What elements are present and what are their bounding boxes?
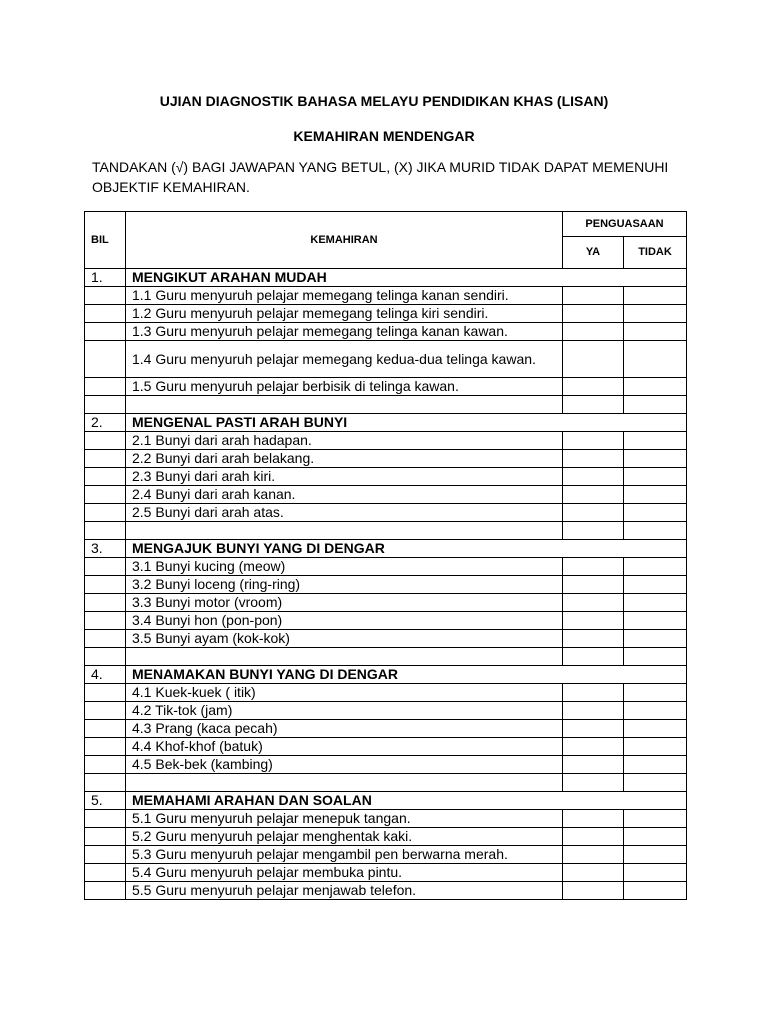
tidak-checkbox-cell[interactable] (624, 738, 687, 756)
table-row (85, 612, 687, 630)
table-row (85, 630, 687, 648)
ya-checkbox-cell[interactable] (563, 468, 624, 486)
section-row (85, 414, 687, 432)
tidak-checkbox-cell[interactable] (624, 810, 687, 828)
table-row (85, 323, 687, 341)
bil-cell (85, 846, 126, 864)
bil-cell (85, 486, 126, 504)
tidak-checkbox-cell[interactable] (624, 846, 687, 864)
tidak-checkbox-cell[interactable] (624, 450, 687, 468)
tidak-checkbox-cell[interactable] (624, 684, 687, 702)
bil-cell (85, 720, 126, 738)
bil-cell (85, 630, 126, 648)
skill-item: 4.3 Prang (kaca pecah) (126, 720, 563, 738)
skill-item: 1.3 Guru menyuruh pelajar memegang telinga kanan kawan. (126, 323, 563, 341)
bil-cell (85, 756, 126, 774)
ya-checkbox-cell[interactable] (563, 378, 624, 396)
ya-checkbox-cell[interactable] (563, 756, 624, 774)
skill-item: 4.1 Kuek-kuek ( itik) (126, 684, 563, 702)
bil-cell (85, 702, 126, 720)
table-row (85, 378, 687, 396)
skill-item: 5.4 Guru menyuruh pelajar membuka pintu. (126, 864, 563, 882)
skill-item: 4.5 Bek-bek (kambing) (126, 756, 563, 774)
table-row (85, 576, 687, 594)
section-heading: MENGIKUT ARAHAN MUDAH (126, 269, 687, 287)
tidak-checkbox-cell[interactable] (624, 504, 687, 522)
table-row (85, 432, 687, 450)
bil-cell (85, 468, 126, 486)
table-row (85, 341, 687, 378)
skill-item: 2.3 Bunyi dari arah kiri. (126, 468, 563, 486)
skill-item: 1.2 Guru menyuruh pelajar memegang telinga kiri sendiri. (126, 305, 563, 323)
table-row (85, 702, 687, 720)
section-number: 1. (85, 269, 126, 287)
section-heading: MEMAHAMI ARAHAN DAN SOALAN (126, 792, 687, 810)
header-bil: BIL (85, 212, 126, 269)
tidak-checkbox-cell[interactable] (624, 612, 687, 630)
bil-cell (85, 305, 126, 323)
bil-cell (85, 828, 126, 846)
ya-checkbox-cell[interactable] (563, 738, 624, 756)
bil-cell (85, 810, 126, 828)
skill-item: 4.2 Tik-tok (jam) (126, 702, 563, 720)
skill-item: 5.1 Guru menyuruh pelajar menepuk tangan. (126, 810, 563, 828)
skill-item: 2.1 Bunyi dari arah hadapan. (126, 432, 563, 450)
header-ya: YA (563, 237, 624, 269)
bil-cell (85, 323, 126, 341)
skill-item: 4.4 Khof-khof (batuk) (126, 738, 563, 756)
table-body (85, 269, 687, 900)
table-row (85, 864, 687, 882)
skill-item: 1.5 Guru menyuruh pelajar berbisik di telinga kawan. (126, 378, 563, 396)
bil-cell (85, 612, 126, 630)
bil-cell (85, 558, 126, 576)
table-row (85, 287, 687, 305)
header-tidak: TIDAK (624, 237, 687, 269)
tidak-checkbox-cell[interactable] (624, 287, 687, 305)
ya-checkbox-cell[interactable] (563, 341, 624, 378)
tidak-checkbox-cell[interactable] (624, 720, 687, 738)
skill-item: 5.5 Guru menyuruh pelajar menjawab telefon. (126, 882, 563, 900)
ya-checkbox-cell[interactable] (563, 612, 624, 630)
skill-item: 2.4 Bunyi dari arah kanan. (126, 486, 563, 504)
section-heading: MENGENAL PASTI ARAH BUNYI (126, 414, 687, 432)
ya-checkbox-cell[interactable] (563, 720, 624, 738)
section-number: 3. (85, 540, 126, 558)
document-title: UJIAN DIAGNOSTIK BAHASA MELAYU PENDIDIKAN KHAS (LISAN) (159, 93, 609, 109)
ya-checkbox-cell[interactable] (563, 864, 624, 882)
section-number: 4. (85, 666, 126, 684)
section-heading: MENGAJUK BUNYI YANG DI DENGAR (126, 540, 687, 558)
ya-checkbox-cell[interactable] (563, 594, 624, 612)
ya-checkbox-cell[interactable] (563, 882, 624, 900)
skill-item: 1.1 Guru menyuruh pelajar memegang telinga kanan sendiri. (126, 287, 563, 305)
skill-item: 3.3 Bunyi motor (vroom) (126, 594, 563, 612)
spacer-row (85, 648, 687, 666)
bil-cell (85, 864, 126, 882)
tidak-checkbox-cell[interactable] (624, 864, 687, 882)
bil-cell (85, 504, 126, 522)
tidak-checkbox-cell[interactable] (624, 486, 687, 504)
section-number: 2. (85, 414, 126, 432)
bil-cell (85, 287, 126, 305)
tidak-checkbox-cell[interactable] (624, 305, 687, 323)
tidak-checkbox-cell[interactable] (624, 828, 687, 846)
skill-item: 2.2 Bunyi dari arah belakang. (126, 450, 563, 468)
tidak-checkbox-cell[interactable] (624, 468, 687, 486)
ya-checkbox-cell[interactable] (563, 558, 624, 576)
ya-checkbox-cell[interactable] (563, 576, 624, 594)
document-subtitle: KEMAHIRAN MENDENGAR (293, 128, 475, 144)
spacer-row (85, 522, 687, 540)
tidak-checkbox-cell[interactable] (624, 341, 687, 378)
ya-checkbox-cell[interactable] (563, 287, 624, 305)
skill-item: 3.4 Bunyi hon (pon-pon) (126, 612, 563, 630)
tidak-checkbox-cell[interactable] (624, 378, 687, 396)
skill-item: 5.3 Guru menyuruh pelajar mengambil pen berwarna merah. (126, 846, 563, 864)
table-row (85, 684, 687, 702)
table-row (85, 468, 687, 486)
tidak-checkbox-cell[interactable] (624, 576, 687, 594)
skills-checklist-table (84, 211, 687, 900)
bil-cell (85, 378, 126, 396)
ya-checkbox-cell[interactable] (563, 504, 624, 522)
skill-item: 1.4 Guru menyuruh pelajar memegang kedua-dua telinga kawan. (126, 341, 563, 378)
table-row (85, 558, 687, 576)
section-row (85, 666, 687, 684)
header-penguasaan: PENGUASAAN (563, 212, 687, 237)
tidak-checkbox-cell[interactable] (624, 558, 687, 576)
table-row (85, 486, 687, 504)
tidak-checkbox-cell[interactable] (624, 432, 687, 450)
ya-checkbox-cell[interactable] (563, 828, 624, 846)
table-row (85, 756, 687, 774)
ya-checkbox-cell[interactable] (563, 684, 624, 702)
bil-cell (85, 432, 126, 450)
section-row (85, 792, 687, 810)
tidak-checkbox-cell[interactable] (624, 756, 687, 774)
table-row (85, 828, 687, 846)
table-row (85, 882, 687, 900)
section-row (85, 540, 687, 558)
skill-item: 3.2 Bunyi loceng (ring-ring) (126, 576, 563, 594)
instruction-line-2: OBJEKTIF KEMAHIRAN. (92, 179, 250, 195)
bil-cell (85, 882, 126, 900)
table-row (85, 594, 687, 612)
bil-cell (85, 576, 126, 594)
section-number: 5. (85, 792, 126, 810)
table-row (85, 305, 687, 323)
ya-checkbox-cell[interactable] (563, 810, 624, 828)
header-kemahiran: KEMAHIRAN (126, 212, 563, 269)
spacer-row (85, 396, 687, 414)
skill-item: 2.5 Bunyi dari arah atas. (126, 504, 563, 522)
bil-cell (85, 450, 126, 468)
bil-cell (85, 684, 126, 702)
table-row (85, 450, 687, 468)
skill-item: 3.1 Bunyi kucing (meow) (126, 558, 563, 576)
bil-cell (85, 738, 126, 756)
tidak-checkbox-cell[interactable] (624, 702, 687, 720)
ya-checkbox-cell[interactable] (563, 702, 624, 720)
table-row (85, 738, 687, 756)
section-row (85, 269, 687, 287)
bil-cell (85, 341, 126, 378)
section-heading: MENAMAKAN BUNYI YANG DI DENGAR (126, 666, 687, 684)
tidak-checkbox-cell[interactable] (624, 323, 687, 341)
table-row (85, 504, 687, 522)
instruction-line-1: TANDAKAN (√) BAGI JAWAPAN YANG BETUL, (X) JIKA MURID TIDAK DAPAT MEMENUHI (92, 159, 669, 175)
skill-item: 5.2 Guru menyuruh pelajar menghentak kaki. (126, 828, 563, 846)
ya-checkbox-cell[interactable] (563, 450, 624, 468)
ya-checkbox-cell[interactable] (563, 305, 624, 323)
spacer-row (85, 774, 687, 792)
skill-item: 3.5 Bunyi ayam (kok-kok) (126, 630, 563, 648)
table-row (85, 810, 687, 828)
ya-checkbox-cell[interactable] (563, 630, 624, 648)
tidak-checkbox-cell[interactable] (624, 594, 687, 612)
ya-checkbox-cell[interactable] (563, 432, 624, 450)
table-row (85, 720, 687, 738)
tidak-checkbox-cell[interactable] (624, 630, 687, 648)
table-row (85, 846, 687, 864)
ya-checkbox-cell[interactable] (563, 486, 624, 504)
ya-checkbox-cell[interactable] (563, 846, 624, 864)
ya-checkbox-cell[interactable] (563, 323, 624, 341)
tidak-checkbox-cell[interactable] (624, 882, 687, 900)
bil-cell (85, 594, 126, 612)
